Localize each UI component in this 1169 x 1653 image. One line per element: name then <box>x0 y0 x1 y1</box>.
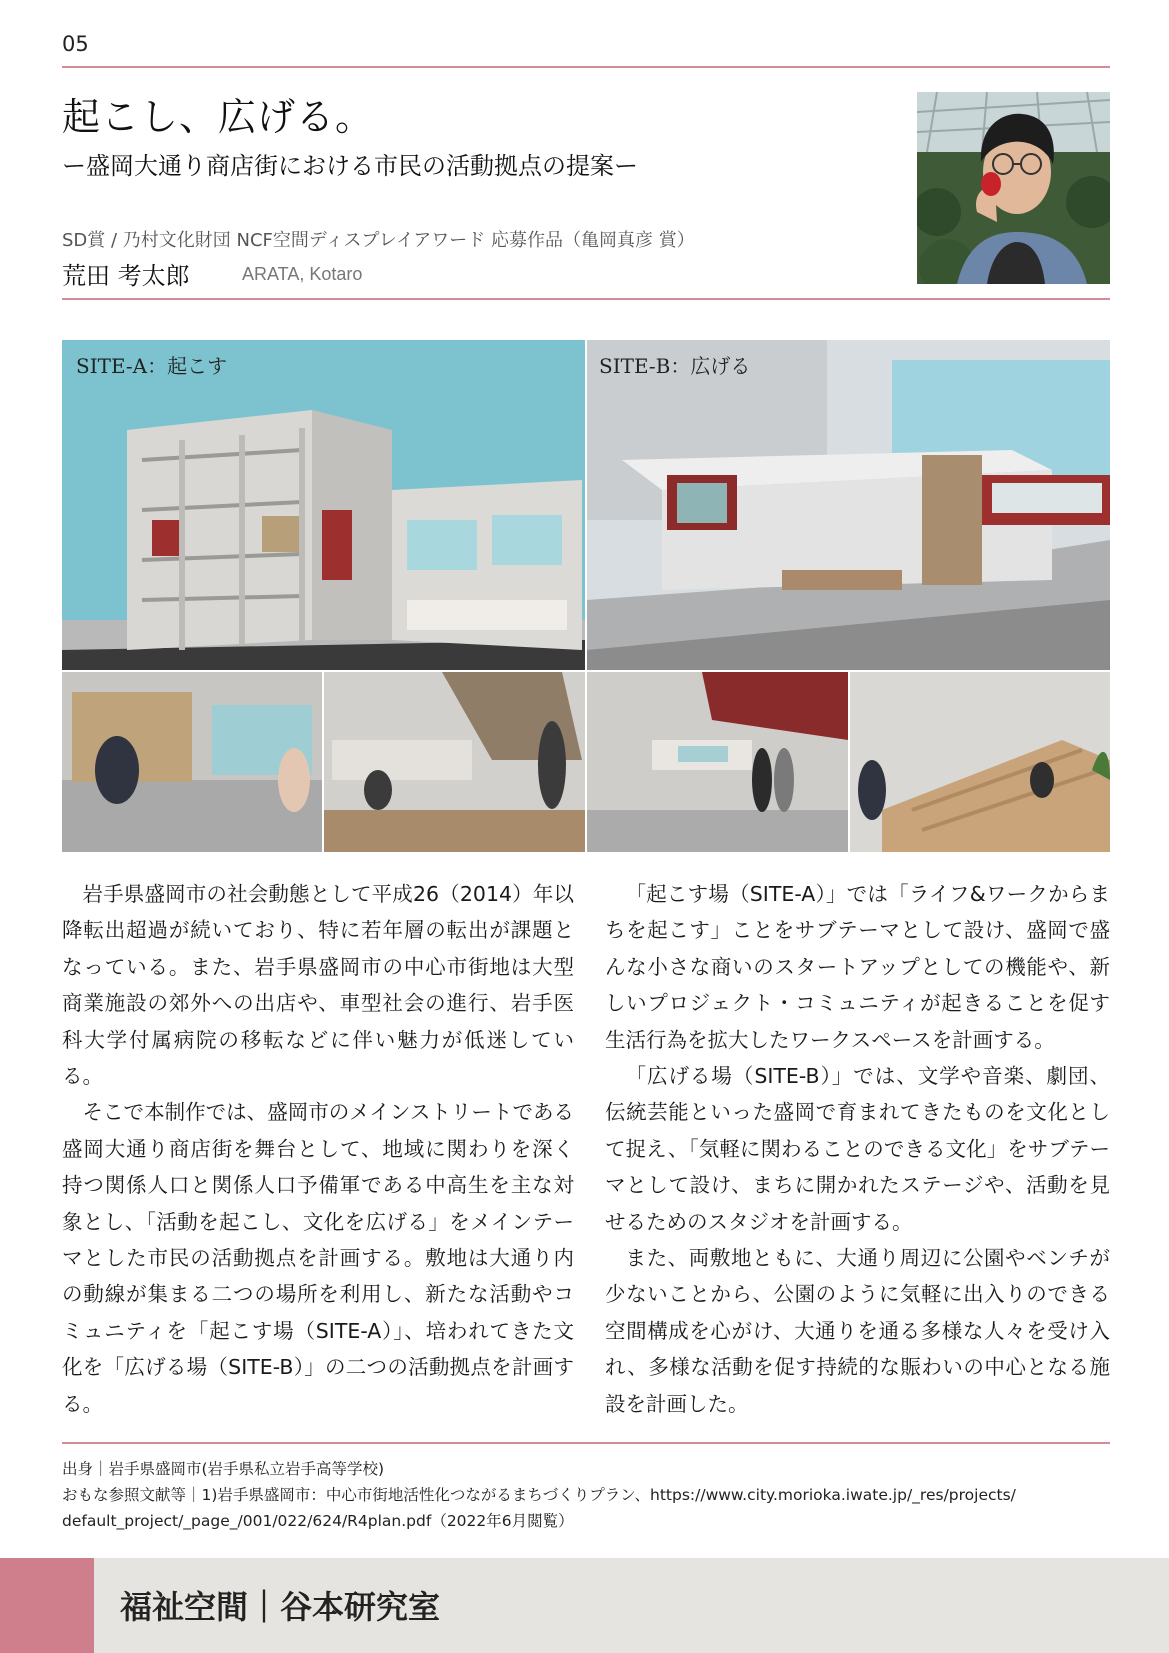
body-column-left <box>62 876 574 1422</box>
site-a-rendering <box>62 340 585 670</box>
renderings-illustration <box>62 340 1110 852</box>
body-paragraph: 「広げる場（SITE-B）」では、文学や音楽、劇団、伝統芸能といった盛岡で育まれてきたものを文化として捉え、「気軽に関わることのできる文化」をサブテーマとして設け、まちに開かれたステージや、活動を見せるためのスタジオを計画する。 <box>605 1064 1110 1234</box>
interior-panel-3 <box>587 672 848 852</box>
page-subtitle: ー盛岡大通り商店街における市民の活動拠点の提案ー <box>62 152 638 180</box>
references-note-line2: default_project/_page_/001/022/624/R4plan.pdf（2022年6月閲覧） <box>62 1512 574 1530</box>
site-a-label: SITE-A：起こす <box>76 354 228 378</box>
interior-panel-2 <box>324 672 585 852</box>
author-name-ja: 荒田 考太郎 <box>62 262 190 290</box>
notes-rule <box>62 1442 1110 1444</box>
lab-name: 福祉空間｜谷本研究室 <box>120 1588 441 1626</box>
body-paragraph: また、両敷地ともに、大通り周辺に公園やベンチが少ないことから、公園のように気軽に出入りのできる空間構成を心がけ、大通りを通る多様な人々を受け入れ、多様な活動を促す持続的な賑わいの中心となる施設を計画した。 <box>605 1246 1110 1416</box>
body-paragraph: そこで本制作では、盛岡市のメインストリートである盛岡大通り商店街を舞台として、地域に関わりを深く持つ関係人口と関係人口予備軍である中高生を主な対象とし、「活動を起こし、文化を広げる」をメインテーマとした市民の活動拠点を計画する。敷地は大通り内の動線が集まる二つの場所を利用し、新たな活動やコミュニティを「起こす場（SITE-A）」、培われてきた文化を「広げる場（SITE-B）」の二つの活動拠点を計画する。 <box>62 1100 574 1416</box>
page-number: 05 <box>62 32 89 56</box>
origin-note: 出身｜岩手県盛岡市(岩手県私立岩手高等学校) <box>62 1460 385 1478</box>
architecture-renderings <box>62 340 1110 852</box>
references-note-line1: おもな参照文献等｜1)岩手県盛岡市：中心市街地活性化つながるまちづくりプラン、https://www.city.morioka.iwate.jp/_res/projects/ <box>62 1486 1016 1504</box>
author-portrait-illustration <box>917 92 1110 284</box>
notes-section <box>62 1456 1122 1534</box>
footer-accent-block <box>0 1558 94 1653</box>
body-column-right <box>605 876 1110 1422</box>
interior-panel-1 <box>62 672 322 852</box>
site-b-label: SITE-B：広げる <box>599 354 751 378</box>
body-paragraph: 「起こす場（SITE-A）」では「ライフ&ワークからまちを起こす」ことをサブテーマとして設け、盛岡で盛んな小さな商いのスタートアップとしての機能や、新しいプロジェクト・コミュニティが起きることを促す生活行為を拡大したワークスペースを計画する。 <box>605 882 1110 1052</box>
page-title: 起こし、広げる。 <box>62 95 375 139</box>
footer-band <box>0 1558 1169 1653</box>
author-name-en: ARATA, Kotaro <box>242 264 363 284</box>
author-photo <box>917 92 1110 284</box>
site-b-rendering <box>587 340 1110 670</box>
top-rule <box>62 66 1110 68</box>
interior-panel-4 <box>850 672 1110 852</box>
body-paragraph: 岩手県盛岡市の社会動態として平成26（2014）年以降転出超過が続いており、特に若年層の転出が課題となっている。また、岩手県盛岡市の中心市街地は大型商業施設の郊外への出店や、車型社会の進行、岩手医科大学付属病院の移転などに伴い魅力が低迷している。 <box>62 882 574 1089</box>
award-line: SD賞 / 乃村文化財団 NCF空間ディスプレイアワード 応募作品（亀岡真彦 賞） <box>62 230 695 251</box>
header-bottom-rule <box>62 298 1110 300</box>
